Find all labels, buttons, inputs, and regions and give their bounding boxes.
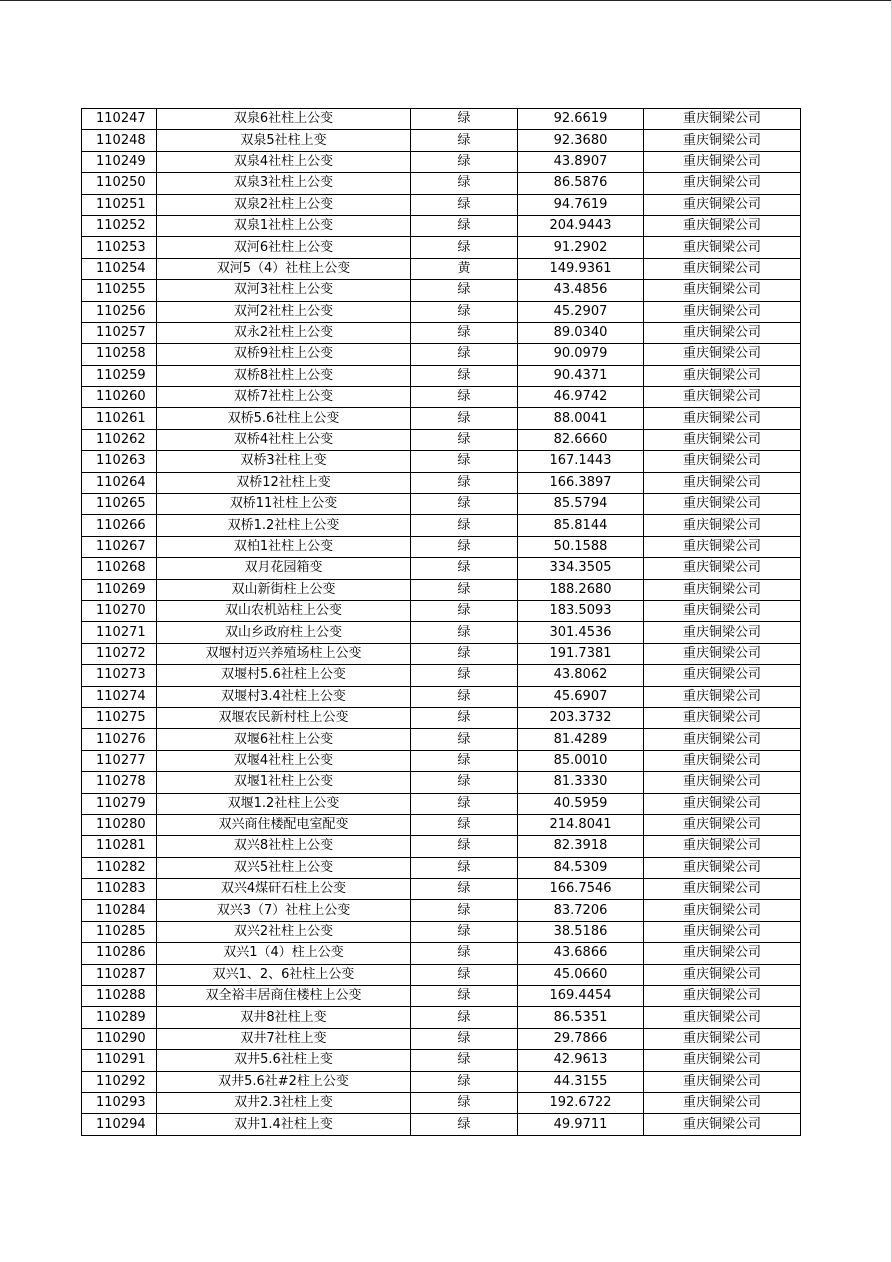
row-id-cell: 110287: [82, 964, 157, 985]
station-name-cell: 双桥11社柱上公变: [157, 494, 411, 515]
status-cell: 绿: [411, 1050, 518, 1071]
table-row: [82, 109, 801, 130]
row-id-cell: 110252: [82, 215, 157, 236]
company-cell: 重庆铜梁公司: [644, 943, 801, 964]
company-cell: 重庆铜梁公司: [644, 686, 801, 707]
status-cell: 绿: [411, 707, 518, 728]
row-id-cell: 110294: [82, 1114, 157, 1135]
status-cell: 绿: [411, 1092, 518, 1113]
station-name-cell: 双堰村迈兴养殖场柱上公变: [157, 643, 411, 664]
company-cell: 重庆铜梁公司: [644, 1050, 801, 1071]
company-cell: 重庆铜梁公司: [644, 857, 801, 878]
station-name-cell: 双堰村5.6社柱上公变: [157, 665, 411, 686]
company-cell: 重庆铜梁公司: [644, 429, 801, 450]
station-name-cell: 双泉6社柱上公变: [157, 109, 411, 130]
station-name-cell: 双泉1社柱上公变: [157, 215, 411, 236]
row-id-cell: 110268: [82, 558, 157, 579]
row-id-cell: 110292: [82, 1071, 157, 1092]
table-row: [82, 986, 801, 1007]
row-id-cell: 110288: [82, 986, 157, 1007]
table-row: [82, 665, 801, 686]
status-cell: 绿: [411, 515, 518, 536]
page-top-rule: [0, 0, 892, 1]
table-row: [82, 964, 801, 985]
station-name-cell: 双堰农民新村柱上公变: [157, 707, 411, 728]
company-cell: 重庆铜梁公司: [644, 600, 801, 621]
table-row: [82, 215, 801, 236]
status-cell: 绿: [411, 900, 518, 921]
status-cell: 绿: [411, 686, 518, 707]
table-row: [82, 322, 801, 343]
row-id-cell: 110293: [82, 1092, 157, 1113]
company-cell: 重庆铜梁公司: [644, 494, 801, 515]
row-id-cell: 110249: [82, 151, 157, 172]
table-row: [82, 686, 801, 707]
station-name-cell: 双井7社柱上变: [157, 1028, 411, 1049]
status-cell: 绿: [411, 921, 518, 942]
status-cell: 绿: [411, 579, 518, 600]
station-name-cell: 双山农机站柱上公变: [157, 600, 411, 621]
value-cell: 84.5309: [518, 857, 644, 878]
status-cell: 绿: [411, 1071, 518, 1092]
status-cell: 绿: [411, 1007, 518, 1028]
table-row: [82, 1007, 801, 1028]
value-cell: 49.9711: [518, 1114, 644, 1135]
status-cell: 绿: [411, 964, 518, 985]
row-id-cell: 110257: [82, 322, 157, 343]
row-id-cell: 110278: [82, 772, 157, 793]
value-cell: 89.0340: [518, 322, 644, 343]
status-cell: 绿: [411, 643, 518, 664]
status-cell: 绿: [411, 536, 518, 557]
status-cell: 绿: [411, 408, 518, 429]
status-cell: 绿: [411, 280, 518, 301]
status-cell: 绿: [411, 558, 518, 579]
value-cell: 83.7206: [518, 900, 644, 921]
value-cell: 50.1588: [518, 536, 644, 557]
table-row: [82, 429, 801, 450]
row-id-cell: 110280: [82, 814, 157, 835]
value-cell: 43.6866: [518, 943, 644, 964]
table-row: [82, 344, 801, 365]
row-id-cell: 110272: [82, 643, 157, 664]
value-cell: 149.9361: [518, 258, 644, 279]
table-row: [82, 600, 801, 621]
station-name-cell: 双月花园箱变: [157, 558, 411, 579]
station-name-cell: 双桥4社柱上公变: [157, 429, 411, 450]
value-cell: 81.4289: [518, 729, 644, 750]
status-cell: 绿: [411, 943, 518, 964]
table-row: [82, 151, 801, 172]
station-name-cell: 双全裕丰居商住楼柱上公变: [157, 986, 411, 1007]
table-row: [82, 408, 801, 429]
row-id-cell: 110282: [82, 857, 157, 878]
company-cell: 重庆铜梁公司: [644, 109, 801, 130]
station-name-cell: 双泉2社柱上公变: [157, 194, 411, 215]
station-name-cell: 双桥1.2社柱上公变: [157, 515, 411, 536]
company-cell: 重庆铜梁公司: [644, 579, 801, 600]
company-cell: 重庆铜梁公司: [644, 173, 801, 194]
status-cell: 绿: [411, 793, 518, 814]
status-cell: 绿: [411, 429, 518, 450]
station-name-cell: 双兴1（4）柱上公变: [157, 943, 411, 964]
status-cell: 绿: [411, 1028, 518, 1049]
company-cell: 重庆铜梁公司: [644, 793, 801, 814]
status-cell: 绿: [411, 301, 518, 322]
company-cell: 重庆铜梁公司: [644, 1007, 801, 1028]
table-row: [82, 643, 801, 664]
station-name-cell: 双井8社柱上变: [157, 1007, 411, 1028]
value-cell: 42.9613: [518, 1050, 644, 1071]
value-cell: 91.2902: [518, 237, 644, 258]
value-cell: 82.6660: [518, 429, 644, 450]
value-cell: 191.7381: [518, 643, 644, 664]
row-id-cell: 110254: [82, 258, 157, 279]
value-cell: 214.8041: [518, 814, 644, 835]
row-id-cell: 110279: [82, 793, 157, 814]
row-id-cell: 110267: [82, 536, 157, 557]
value-cell: 40.5959: [518, 793, 644, 814]
value-cell: 90.0979: [518, 344, 644, 365]
value-cell: 38.5186: [518, 921, 644, 942]
table-row: [82, 1092, 801, 1113]
status-cell: 绿: [411, 194, 518, 215]
value-cell: 44.3155: [518, 1071, 644, 1092]
row-id-cell: 110259: [82, 365, 157, 386]
station-name-cell: 双桥3社柱上变: [157, 451, 411, 472]
status-cell: 绿: [411, 322, 518, 343]
table-row: [82, 900, 801, 921]
station-name-cell: 双河2社柱上公变: [157, 301, 411, 322]
table-row: [82, 879, 801, 900]
table-row: [82, 943, 801, 964]
company-cell: 重庆铜梁公司: [644, 665, 801, 686]
company-cell: 重庆铜梁公司: [644, 986, 801, 1007]
table-row: [82, 237, 801, 258]
status-cell: 绿: [411, 344, 518, 365]
status-cell: 黄: [411, 258, 518, 279]
company-cell: 重庆铜梁公司: [644, 1114, 801, 1135]
station-name-cell: 双桥7社柱上公变: [157, 387, 411, 408]
row-id-cell: 110261: [82, 408, 157, 429]
station-name-cell: 双河5（4）社柱上公变: [157, 258, 411, 279]
table-row: [82, 1028, 801, 1049]
value-cell: 204.9443: [518, 215, 644, 236]
station-name-cell: 双桥8社柱上公变: [157, 365, 411, 386]
row-id-cell: 110247: [82, 109, 157, 130]
status-cell: 绿: [411, 729, 518, 750]
table-row: [82, 472, 801, 493]
station-name-cell: 双河6社柱上公变: [157, 237, 411, 258]
station-name-cell: 双泉5社柱上变: [157, 130, 411, 151]
value-cell: 203.3732: [518, 707, 644, 728]
company-cell: 重庆铜梁公司: [644, 558, 801, 579]
station-name-cell: 双堰1.2社柱上公变: [157, 793, 411, 814]
row-id-cell: 110274: [82, 686, 157, 707]
table-row: [82, 793, 801, 814]
company-cell: 重庆铜梁公司: [644, 215, 801, 236]
row-id-cell: 110264: [82, 472, 157, 493]
station-name-cell: 双兴1、2、6社柱上公变: [157, 964, 411, 985]
status-cell: 绿: [411, 879, 518, 900]
row-id-cell: 110262: [82, 429, 157, 450]
table-row: [82, 387, 801, 408]
company-cell: 重庆铜梁公司: [644, 1028, 801, 1049]
station-name-cell: 双堰6社柱上公变: [157, 729, 411, 750]
row-id-cell: 110270: [82, 600, 157, 621]
row-id-cell: 110253: [82, 237, 157, 258]
company-cell: 重庆铜梁公司: [644, 365, 801, 386]
value-cell: 81.3330: [518, 772, 644, 793]
value-cell: 45.2907: [518, 301, 644, 322]
table-row: [82, 1050, 801, 1071]
transformer-data-table: [81, 108, 801, 1136]
table-row: [82, 921, 801, 942]
company-cell: 重庆铜梁公司: [644, 301, 801, 322]
status-cell: 绿: [411, 1114, 518, 1135]
status-cell: 绿: [411, 600, 518, 621]
table-row: [82, 772, 801, 793]
table-row: [82, 536, 801, 557]
company-cell: 重庆铜梁公司: [644, 879, 801, 900]
table-row: [82, 451, 801, 472]
row-id-cell: 110250: [82, 173, 157, 194]
table-body: [82, 109, 801, 1136]
status-cell: 绿: [411, 215, 518, 236]
value-cell: 82.3918: [518, 836, 644, 857]
station-name-cell: 双兴4煤矸石柱上公变: [157, 879, 411, 900]
row-id-cell: 110266: [82, 515, 157, 536]
row-id-cell: 110291: [82, 1050, 157, 1071]
row-id-cell: 110269: [82, 579, 157, 600]
table-row: [82, 836, 801, 857]
status-cell: 绿: [411, 814, 518, 835]
status-cell: 绿: [411, 472, 518, 493]
value-cell: 85.0010: [518, 750, 644, 771]
station-name-cell: 双兴3（7）社柱上公变: [157, 900, 411, 921]
status-cell: 绿: [411, 836, 518, 857]
row-id-cell: 110271: [82, 622, 157, 643]
table-row: [82, 515, 801, 536]
table-row: [82, 301, 801, 322]
company-cell: 重庆铜梁公司: [644, 258, 801, 279]
station-name-cell: 双兴2社柱上公变: [157, 921, 411, 942]
value-cell: 43.8907: [518, 151, 644, 172]
company-cell: 重庆铜梁公司: [644, 921, 801, 942]
company-cell: 重庆铜梁公司: [644, 750, 801, 771]
station-name-cell: 双兴商住楼配电室配变: [157, 814, 411, 835]
status-cell: 绿: [411, 665, 518, 686]
status-cell: 绿: [411, 494, 518, 515]
company-cell: 重庆铜梁公司: [644, 729, 801, 750]
table-row: [82, 194, 801, 215]
status-cell: 绿: [411, 173, 518, 194]
company-cell: 重庆铜梁公司: [644, 814, 801, 835]
table-row: [82, 1114, 801, 1135]
company-cell: 重庆铜梁公司: [644, 1092, 801, 1113]
value-cell: 92.3680: [518, 130, 644, 151]
value-cell: 192.6722: [518, 1092, 644, 1113]
row-id-cell: 110283: [82, 879, 157, 900]
station-name-cell: 双堰4社柱上公变: [157, 750, 411, 771]
table-row: [82, 729, 801, 750]
station-name-cell: 双堰1社柱上公变: [157, 772, 411, 793]
station-name-cell: 双兴5社柱上公变: [157, 857, 411, 878]
row-id-cell: 110285: [82, 921, 157, 942]
row-id-cell: 110265: [82, 494, 157, 515]
status-cell: 绿: [411, 986, 518, 1007]
status-cell: 绿: [411, 130, 518, 151]
table-row: [82, 579, 801, 600]
row-id-cell: 110289: [82, 1007, 157, 1028]
station-name-cell: 双河3社柱上公变: [157, 280, 411, 301]
table-row: [82, 622, 801, 643]
row-id-cell: 110263: [82, 451, 157, 472]
row-id-cell: 110260: [82, 387, 157, 408]
table-row: [82, 280, 801, 301]
station-name-cell: 双堰村3.4社柱上公变: [157, 686, 411, 707]
value-cell: 188.2680: [518, 579, 644, 600]
value-cell: 94.7619: [518, 194, 644, 215]
table-row: [82, 707, 801, 728]
status-cell: 绿: [411, 387, 518, 408]
table-row: [82, 173, 801, 194]
row-id-cell: 110286: [82, 943, 157, 964]
value-cell: 45.6907: [518, 686, 644, 707]
value-cell: 166.7546: [518, 879, 644, 900]
station-name-cell: 双井5.6社柱上变: [157, 1050, 411, 1071]
status-cell: 绿: [411, 857, 518, 878]
status-cell: 绿: [411, 151, 518, 172]
station-name-cell: 双井5.6社#2柱上公变: [157, 1071, 411, 1092]
company-cell: 重庆铜梁公司: [644, 536, 801, 557]
status-cell: 绿: [411, 109, 518, 130]
company-cell: 重庆铜梁公司: [644, 387, 801, 408]
company-cell: 重庆铜梁公司: [644, 772, 801, 793]
value-cell: 45.0660: [518, 964, 644, 985]
company-cell: 重庆铜梁公司: [644, 622, 801, 643]
company-cell: 重庆铜梁公司: [644, 900, 801, 921]
row-id-cell: 110248: [82, 130, 157, 151]
company-cell: 重庆铜梁公司: [644, 344, 801, 365]
company-cell: 重庆铜梁公司: [644, 836, 801, 857]
station-name-cell: 双柏1社柱上公变: [157, 536, 411, 557]
station-name-cell: 双兴8社柱上公变: [157, 836, 411, 857]
value-cell: 29.7866: [518, 1028, 644, 1049]
station-name-cell: 双桥5.6社柱上公变: [157, 408, 411, 429]
row-id-cell: 110275: [82, 707, 157, 728]
station-name-cell: 双井1.4社柱上变: [157, 1114, 411, 1135]
station-name-cell: 双山新街柱上公变: [157, 579, 411, 600]
row-id-cell: 110284: [82, 900, 157, 921]
row-id-cell: 110290: [82, 1028, 157, 1049]
company-cell: 重庆铜梁公司: [644, 151, 801, 172]
station-name-cell: 双桥12社柱上变: [157, 472, 411, 493]
table-row: [82, 258, 801, 279]
station-name-cell: 双泉3社柱上公变: [157, 173, 411, 194]
company-cell: 重庆铜梁公司: [644, 515, 801, 536]
value-cell: 334.3505: [518, 558, 644, 579]
station-name-cell: 双永2社柱上公变: [157, 322, 411, 343]
value-cell: 183.5093: [518, 600, 644, 621]
value-cell: 86.5351: [518, 1007, 644, 1028]
station-name-cell: 双山乡政府柱上公变: [157, 622, 411, 643]
row-id-cell: 110258: [82, 344, 157, 365]
value-cell: 301.4536: [518, 622, 644, 643]
table-row: [82, 750, 801, 771]
company-cell: 重庆铜梁公司: [644, 707, 801, 728]
status-cell: 绿: [411, 237, 518, 258]
value-cell: 46.9742: [518, 387, 644, 408]
row-id-cell: 110255: [82, 280, 157, 301]
station-name-cell: 双桥9社柱上公变: [157, 344, 411, 365]
company-cell: 重庆铜梁公司: [644, 643, 801, 664]
row-id-cell: 110277: [82, 750, 157, 771]
row-id-cell: 110281: [82, 836, 157, 857]
company-cell: 重庆铜梁公司: [644, 964, 801, 985]
value-cell: 43.4856: [518, 280, 644, 301]
value-cell: 88.0041: [518, 408, 644, 429]
status-cell: 绿: [411, 772, 518, 793]
value-cell: 86.5876: [518, 173, 644, 194]
table-row: [82, 494, 801, 515]
table-row: [82, 130, 801, 151]
table-row: [82, 1071, 801, 1092]
value-cell: 85.5794: [518, 494, 644, 515]
value-cell: 92.6619: [518, 109, 644, 130]
status-cell: 绿: [411, 750, 518, 771]
company-cell: 重庆铜梁公司: [644, 280, 801, 301]
row-id-cell: 110276: [82, 729, 157, 750]
table-row: [82, 365, 801, 386]
company-cell: 重庆铜梁公司: [644, 451, 801, 472]
company-cell: 重庆铜梁公司: [644, 408, 801, 429]
row-id-cell: 110273: [82, 665, 157, 686]
station-name-cell: 双泉4社柱上公变: [157, 151, 411, 172]
value-cell: 169.4454: [518, 986, 644, 1007]
company-cell: 重庆铜梁公司: [644, 322, 801, 343]
status-cell: 绿: [411, 622, 518, 643]
company-cell: 重庆铜梁公司: [644, 194, 801, 215]
table-row: [82, 857, 801, 878]
company-cell: 重庆铜梁公司: [644, 472, 801, 493]
table-row: [82, 558, 801, 579]
company-cell: 重庆铜梁公司: [644, 237, 801, 258]
table-row: [82, 814, 801, 835]
value-cell: 43.8062: [518, 665, 644, 686]
value-cell: 85.8144: [518, 515, 644, 536]
row-id-cell: 110251: [82, 194, 157, 215]
company-cell: 重庆铜梁公司: [644, 1071, 801, 1092]
company-cell: 重庆铜梁公司: [644, 130, 801, 151]
station-name-cell: 双井2.3社柱上变: [157, 1092, 411, 1113]
value-cell: 167.1443: [518, 451, 644, 472]
row-id-cell: 110256: [82, 301, 157, 322]
value-cell: 166.3897: [518, 472, 644, 493]
status-cell: 绿: [411, 365, 518, 386]
status-cell: 绿: [411, 451, 518, 472]
value-cell: 90.4371: [518, 365, 644, 386]
